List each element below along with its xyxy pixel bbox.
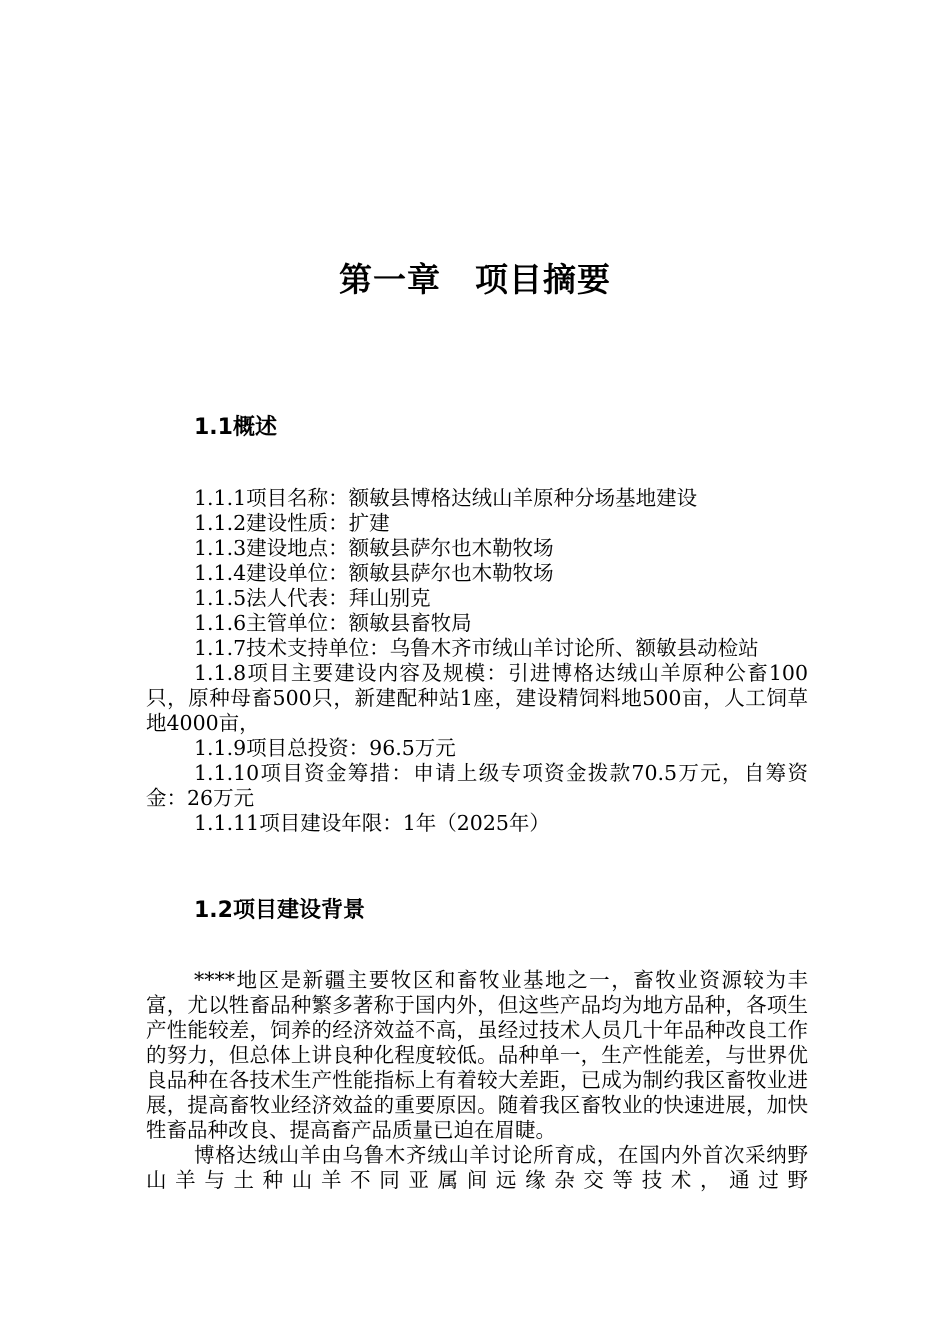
overview-item-authority: 1.1.6主管单位：额敏县畜牧局 <box>194 611 472 635</box>
overview-item-legal-rep: 1.1.5法人代表：拜山别克 <box>194 586 431 610</box>
overview-item-location: 1.1.3建设地点：额敏县萨尔也木勒牧场 <box>194 536 554 560</box>
overview-item-builder: 1.1.4建设单位：额敏县萨尔也木勒牧场 <box>194 561 554 585</box>
overview-item-funding: 1.1.10项目资金筹措：申请上级专项资金拨款70.5万元，自筹资金：26万元 <box>146 761 808 810</box>
overview-item-list <box>146 486 808 836</box>
background-text <box>146 968 808 1193</box>
section-heading-overview: 1.1概述 <box>194 415 277 440</box>
overview-item-investment: 1.1.9项目总投资：96.5万元 <box>194 736 456 760</box>
overview-item-name: 1.1.1项目名称：额敏县博格达绒山羊原种分场基地建设 <box>194 486 698 510</box>
background-paragraph: ****地区是新疆主要牧区和畜牧业基地之一，畜牧业资源较为丰富，尤以牲畜品种繁多著称于国内外，但这些产品均为地方品种，各项生产性能较差，饲养的经济效益不高，虽经过技术人员几十年品种改良工作的努力，但总体上讲良种化程度较低。品种单一，生产性能差，与世界优良品种在各技术生产性能指标上有着较大差距，已成为制约我区畜牧业进展，提高畜牧业经济效益的重要原因。随着我区畜牧业的快速进展，加快牲畜品种改良、提高畜产品质量已迫在眉睫。 <box>146 968 808 1142</box>
section-heading-background: 1.2项目建设背景 <box>194 898 365 923</box>
overview-item-scope: 1.1.8项目主要建设内容及规模：引进博格达绒山羊原种公畜100只，原种母畜500只，新建配种站1座，建设精饲料地500亩，人工饲草地4000亩， <box>146 661 808 735</box>
chapter-title: 第一章 项目摘要 <box>339 260 611 299</box>
overview-item-nature: 1.1.2建设性质：扩建 <box>194 511 390 535</box>
overview-item-duration: 1.1.11项目建设年限：1年（2025年） <box>194 811 550 835</box>
background-paragraph: 博格达绒山羊由乌鲁木齐绒山羊讨论所育成，在国内外首次采纳野山羊与土种山羊不同亚属间远缘杂交等技术，通过野 <box>146 1143 808 1192</box>
overview-item-tech-support: 1.1.7技术支持单位：乌鲁木齐市绒山羊讨论所、额敏县动检站 <box>194 636 759 660</box>
